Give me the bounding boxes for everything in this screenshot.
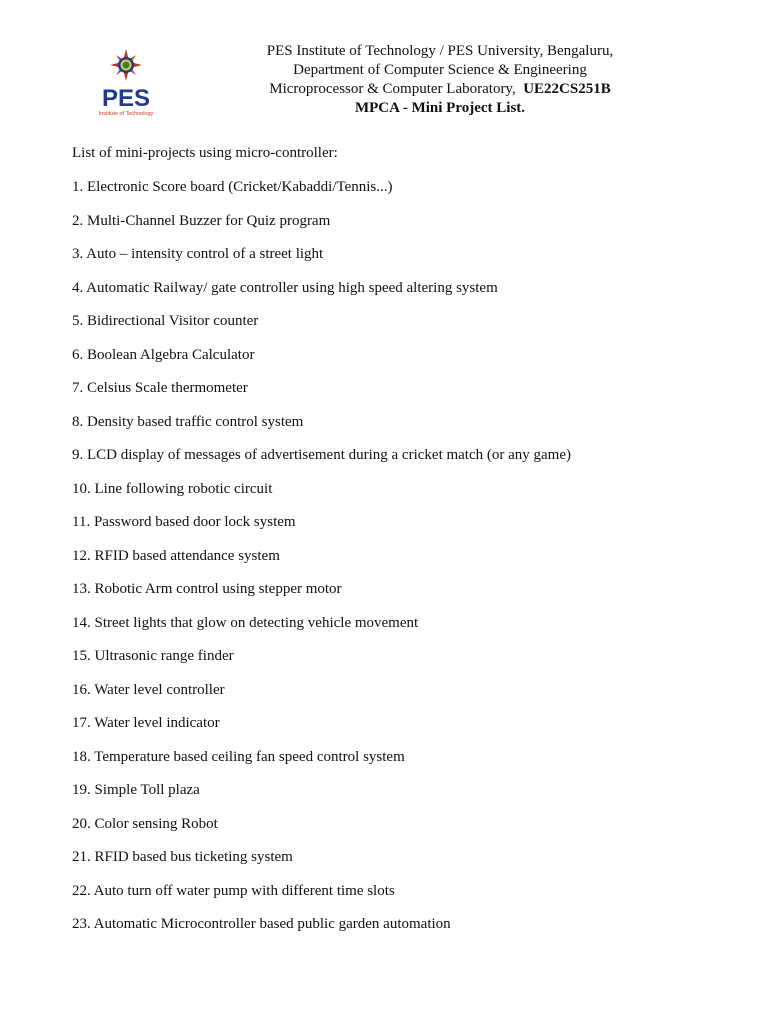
project-list <box>72 178 571 949</box>
list-item: 10. Line following robotic circuit <box>72 480 273 497</box>
list-item: 5. Bidirectional Visitor counter <box>72 313 259 329</box>
pes-emblem-icon <box>94 48 158 118</box>
intro-text: List of mini-projects using micro-controller: <box>72 145 338 161</box>
header-institution: PES Institute of Technology / PES University, Bengaluru, <box>266 43 614 59</box>
list-item: 1. Electronic Score board (Cricket/Kabaddi/Tennis...) <box>72 179 393 195</box>
list-item: 4. Automatic Railway/ gate controller using high speed altering system <box>72 279 498 296</box>
list-item: 19. Simple Toll plaza <box>72 782 200 798</box>
list-item: 20. Color sensing Robot <box>72 815 218 832</box>
list-item: 2. Multi-Channel Buzzer for Quiz program <box>72 212 331 229</box>
list-item: 22. Auto turn off water pump with different time slots <box>72 882 395 899</box>
list-item: 17. Water level indicator <box>72 715 220 731</box>
logo-text: PES <box>101 85 151 112</box>
course-code: UE22CS251B <box>523 81 611 97</box>
list-item: 18. Temperature based ceiling fan speed control system <box>72 748 405 765</box>
list-item: 15. Ultrasonic range finder <box>72 648 234 664</box>
logo-subtext: Institute of Technology <box>98 111 154 117</box>
header-lab-line <box>240 80 640 99</box>
document-title: MPCA - Mini Project List. <box>354 100 526 116</box>
list-item: 3. Auto – intensity control of a street light <box>72 246 324 262</box>
list-item: 7. Celsius Scale thermometer <box>72 380 248 396</box>
list-item: 11. Password based door lock system <box>72 514 296 530</box>
header-department: Department of Computer Science & Engineering <box>293 62 587 78</box>
list-item: 6. Boolean Algebra Calculator <box>72 346 255 363</box>
pes-logo <box>94 48 158 118</box>
document-header <box>240 42 640 118</box>
list-item: 23. Automatic Microcontroller based public garden automation <box>72 916 451 932</box>
list-item: 21. RFID based bus ticketing system <box>72 849 293 865</box>
list-item: 13. Robotic Arm control using stepper motor <box>72 581 342 597</box>
list-item: 8. Density based traffic control system <box>72 413 304 430</box>
list-item: 14. Street lights that glow on detecting vehicle movement <box>72 614 419 631</box>
list-item: 9. LCD display of messages of advertisement during a cricket match (or any game) <box>72 447 572 463</box>
list-item: 16. Water level controller <box>72 681 225 698</box>
list-item: 12. RFID based attendance system <box>72 547 280 564</box>
header-lab: Microprocessor & Computer Laboratory, <box>269 81 516 97</box>
